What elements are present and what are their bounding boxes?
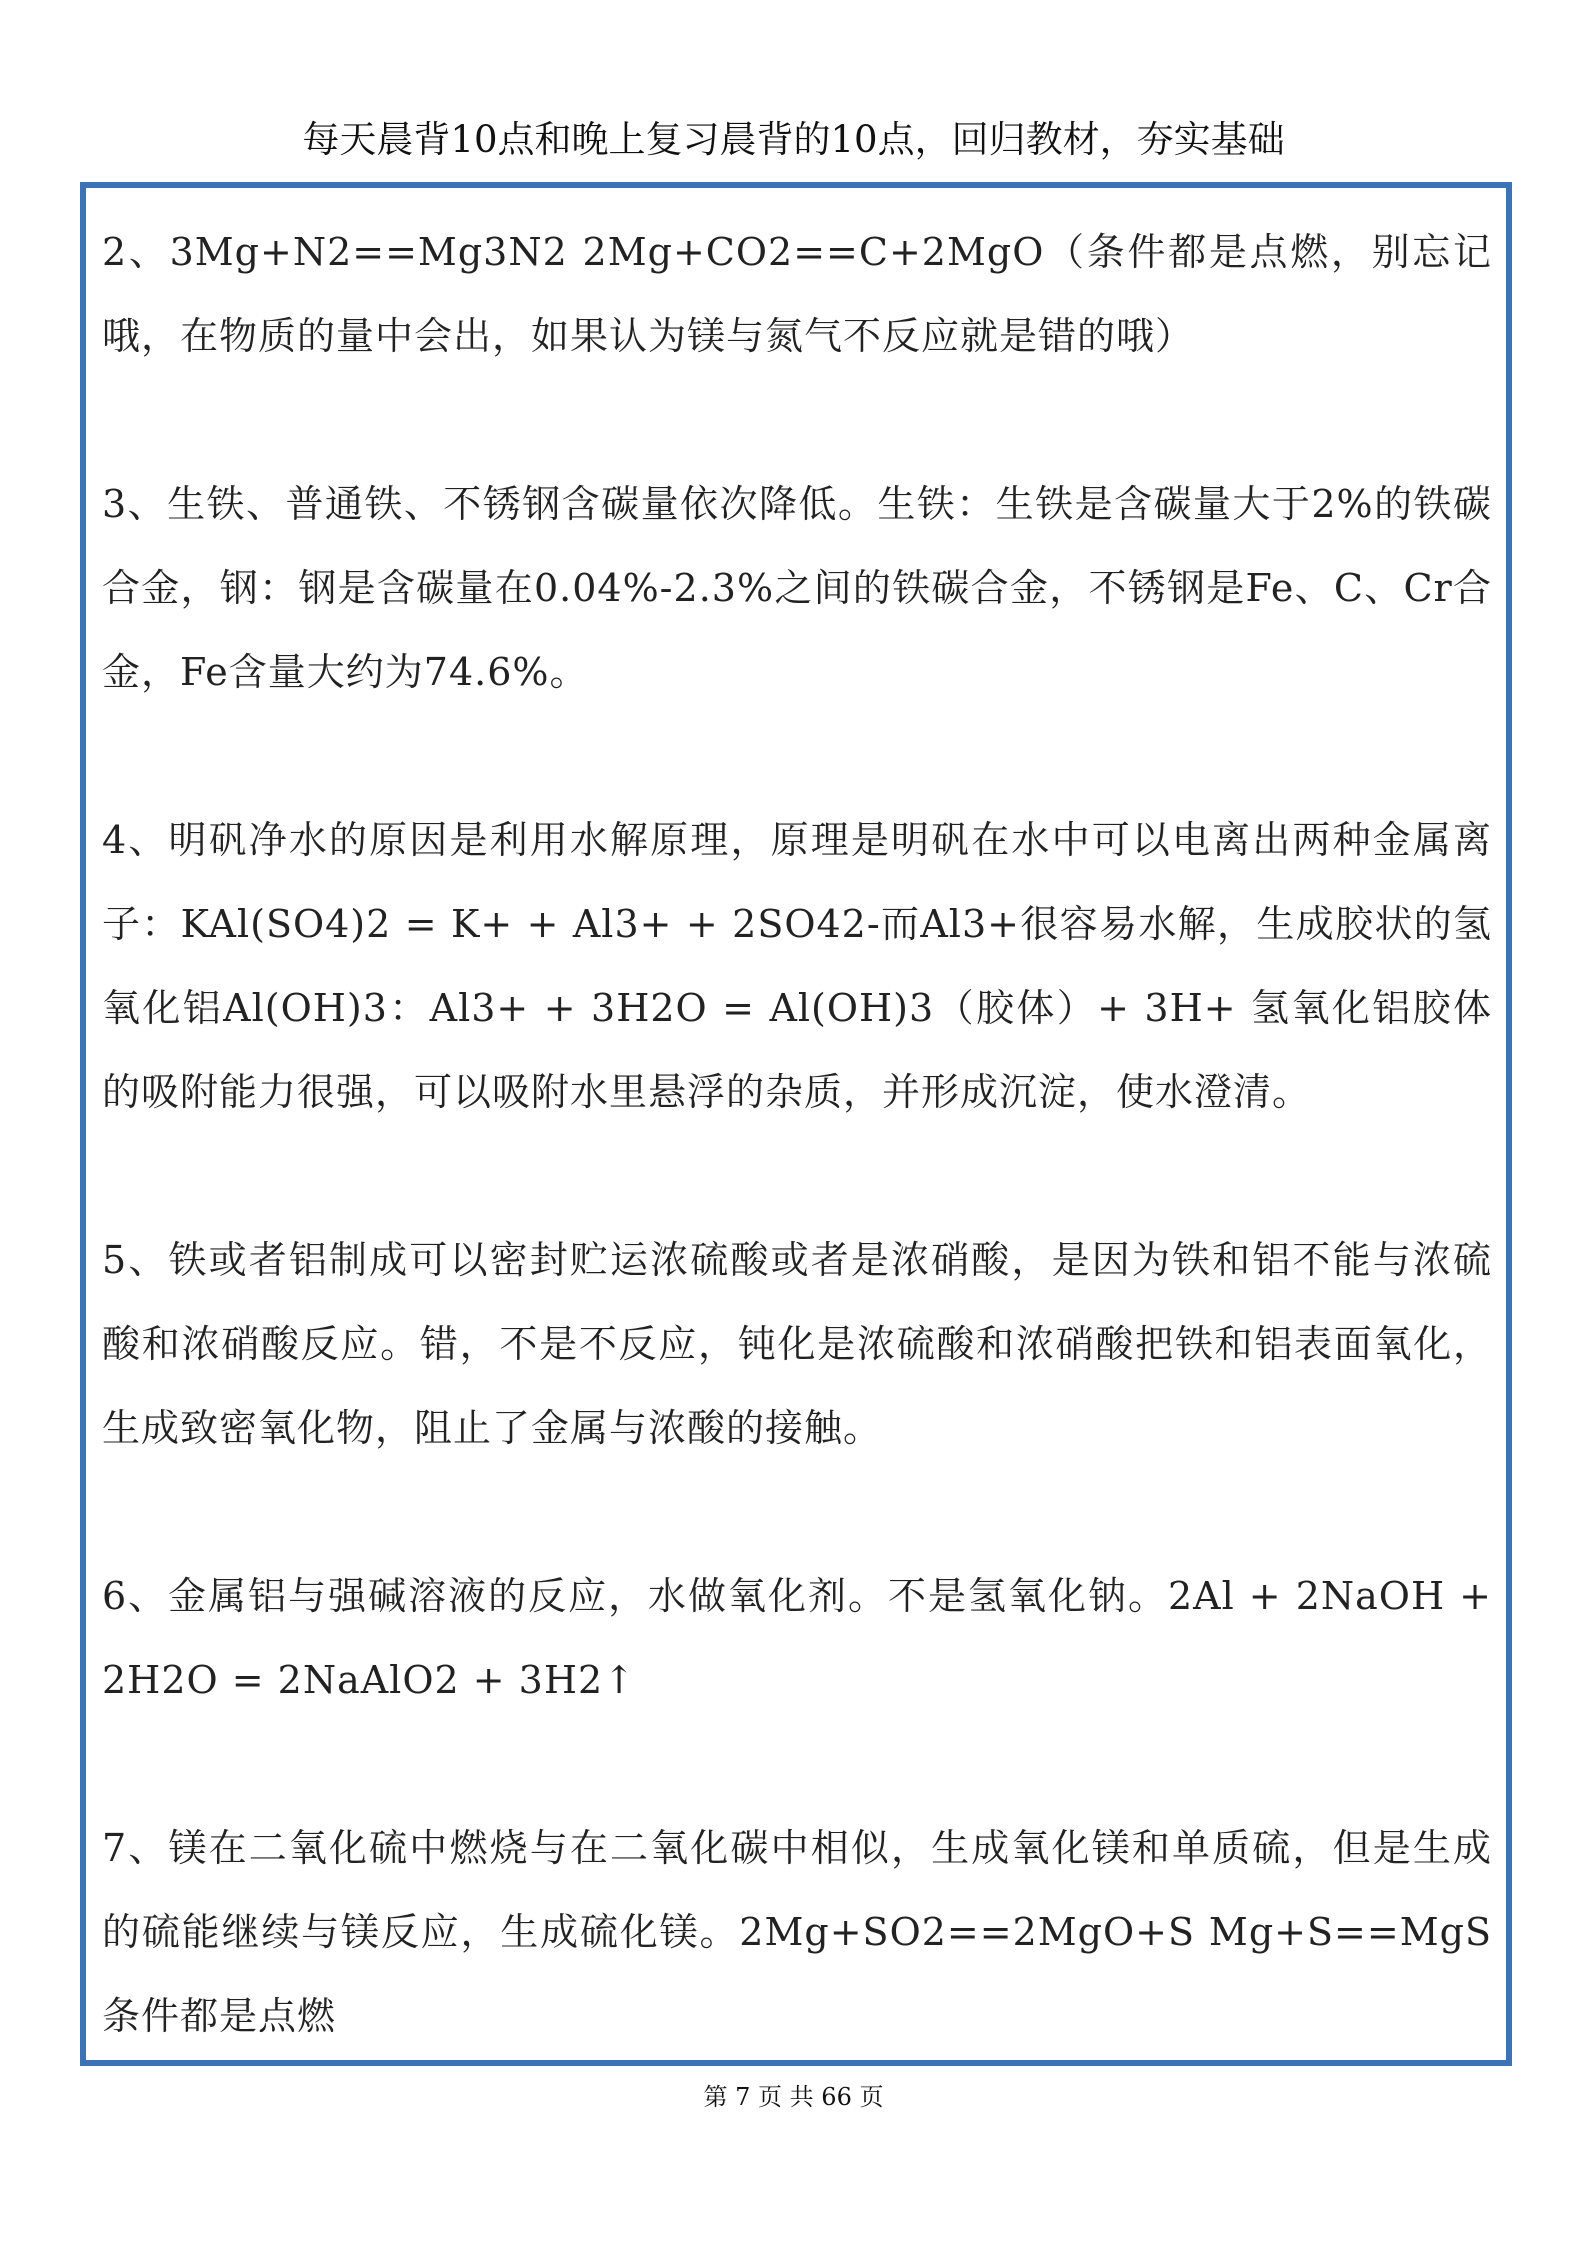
page-header: 每天晨背10点和晚上复习晨背的10点，回归教材，夯实基础 <box>302 118 1285 161</box>
paragraph-7: 7、镁在二氧化硫中燃烧与在二氧化碳中相似，生成氧化镁和单质硫，但是生成的硫能继续与镁反应，生成硫化镁。2Mg+SO2==2MgO+S Mg+S==MgS 条件都是点燃 <box>102 1826 1492 2038</box>
paragraph-4: 4、明矾净水的原因是利用水解原理，原理是明矾在水中可以电离出两种金属离子：KAl(SO4)2 = K+ + Al3+ + 2SO42-而Al3+很容易水解，生成胶状的氢氧化铝Al(OH)3：Al3+ + 3H2O = Al(OH)3（胶体）+ 3H+ 氢氧化铝胶体的吸附能力很强，可以吸附水里悬浮的杂质，并形成沉淀，使水澄清。 <box>102 818 1492 1114</box>
content-box <box>80 182 1512 2066</box>
paragraph-5: 5、铁或者铝制成可以密封贮运浓硫酸或者是浓硝酸，是因为铁和铝不能与浓硫酸和浓硝酸反应。错，不是不反应，钝化是浓硫酸和浓硝酸把铁和铝表面氧化，生成致密氧化物，阻止了金属与浓酸的接触。 <box>102 1238 1492 1450</box>
paragraph-2: 2、3Mg+N2==Mg3N2 2Mg+CO2==C+2MgO（条件都是点燃，别忘记哦，在物质的量中会出，如果认为镁与氮气不反应就是错的哦） <box>102 230 1492 358</box>
paragraph-3: 3、生铁、普通铁、不锈钢含碳量依次降低。生铁：生铁是含碳量大于2%的铁碳合金，钢：钢是含碳量在0.04%-2.3%之间的铁碳合金，不锈钢是Fe、C、Cr合金，Fe含量大约为74.6%。 <box>102 482 1492 694</box>
paragraph-6: 6、金属铝与强碱溶液的反应，水做氧化剂。不是氢氧化钠。2Al + 2NaOH + 2H2O = 2NaAlO2 + 3H2↑ <box>102 1574 1492 1702</box>
page-number: 第 7 页 共 66 页 <box>703 2083 884 2111</box>
